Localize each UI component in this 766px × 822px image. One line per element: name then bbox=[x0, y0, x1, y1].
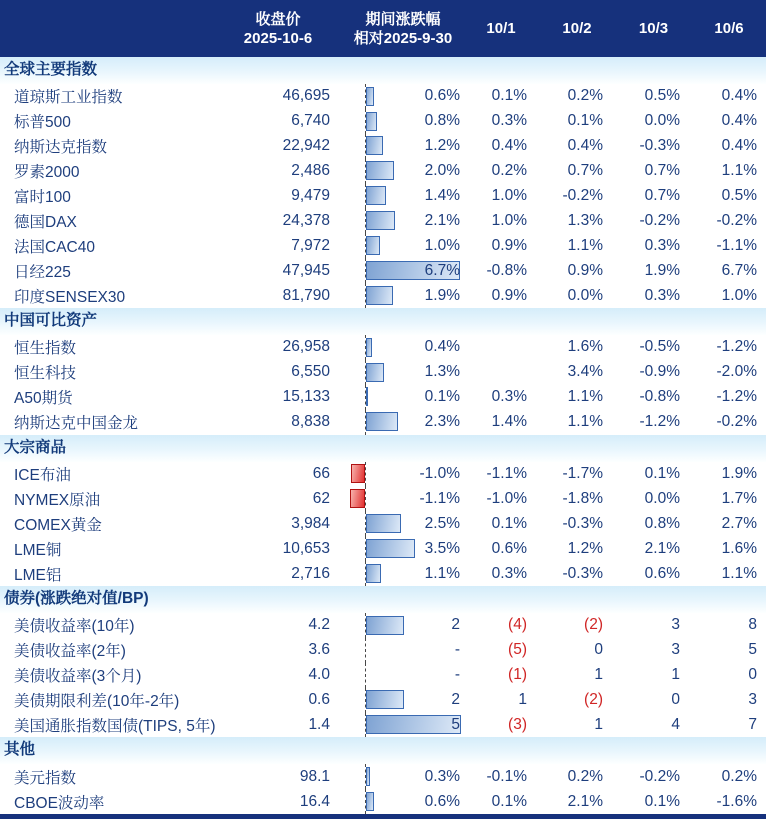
daily-change-value: 0.9% bbox=[491, 236, 527, 254]
daily-change-value: 2.7% bbox=[721, 514, 757, 532]
table-row bbox=[0, 486, 766, 511]
period-change-chart-cell bbox=[343, 109, 463, 134]
daily-change-value: 0.3% bbox=[491, 112, 527, 130]
daily-change-value: -1.1% bbox=[716, 236, 757, 254]
table-body bbox=[0, 57, 766, 814]
daily-change-value: -0.2% bbox=[639, 211, 680, 229]
daily-change-value: 0.6% bbox=[644, 564, 680, 582]
daily-change-value: 0 bbox=[671, 691, 680, 709]
change-bar bbox=[366, 286, 393, 305]
period-change-label: 2.3% bbox=[424, 413, 460, 431]
daily-change-value: 0.3% bbox=[644, 286, 680, 304]
close-price-value: 0.6 bbox=[308, 691, 330, 709]
daily-change-value: 8 bbox=[748, 616, 757, 634]
period-change-chart-cell bbox=[343, 789, 463, 814]
table-row bbox=[0, 688, 766, 713]
zero-baseline bbox=[365, 462, 366, 487]
asset-name: 德国DAX bbox=[14, 213, 77, 231]
period-change-label: - bbox=[454, 666, 460, 684]
close-price-value: 15,133 bbox=[282, 388, 330, 406]
daily-change-value: (5) bbox=[508, 641, 527, 659]
close-price-value: 1.4 bbox=[308, 716, 330, 734]
change-bar bbox=[350, 489, 365, 508]
change-bar bbox=[366, 338, 372, 357]
asset-name: LME铝 bbox=[14, 566, 62, 584]
daily-change-value: -0.3% bbox=[639, 137, 680, 155]
daily-change-value: 0.5% bbox=[721, 187, 757, 204]
asset-name: LME铜 bbox=[14, 541, 62, 559]
period-change-label: 1.1% bbox=[424, 564, 460, 582]
daily-change-value: 1.9% bbox=[644, 261, 680, 279]
period-change-label: 1.9% bbox=[424, 286, 460, 304]
table-row bbox=[0, 360, 766, 385]
daily-change-value: -1.2% bbox=[716, 338, 757, 356]
asset-name: 日经225 bbox=[14, 263, 71, 281]
daily-change-value: 0.3% bbox=[491, 564, 527, 582]
period-change-label: 2 bbox=[451, 616, 460, 634]
daily-change-value: (4) bbox=[508, 616, 527, 634]
close-price-value: 9,479 bbox=[291, 187, 330, 204]
period-change-chart-cell bbox=[343, 410, 463, 435]
daily-change-value: 1 bbox=[594, 666, 603, 684]
change-bar bbox=[366, 161, 394, 180]
bottom-divider-bar bbox=[0, 814, 766, 819]
period-change-header-line2: 相对2025-9-30 bbox=[353, 29, 453, 47]
daily-change-value: 1.1% bbox=[721, 564, 757, 582]
close-price-value: 7,972 bbox=[291, 236, 330, 254]
column-header-period-change bbox=[343, 0, 463, 57]
asset-name: 富时100 bbox=[14, 189, 71, 206]
daily-change-value: 0.4% bbox=[721, 112, 757, 130]
daily-change-value: 1.9% bbox=[721, 465, 757, 483]
table-row bbox=[0, 764, 766, 789]
period-change-chart-cell bbox=[343, 385, 463, 410]
close-price-value: 2,486 bbox=[291, 162, 330, 180]
daily-change-value: -0.8% bbox=[639, 388, 680, 406]
daily-change-value: 2.1% bbox=[567, 792, 603, 810]
table-row bbox=[0, 258, 766, 283]
asset-name: 罗素2000 bbox=[14, 164, 80, 182]
change-bar bbox=[366, 87, 374, 106]
daily-change-value: 1.0% bbox=[491, 211, 527, 229]
daily-change-value: 0.1% bbox=[644, 792, 680, 810]
column-header-date-1: 10/1 bbox=[486, 20, 516, 37]
close-price-header-line1: 收盘价 bbox=[255, 10, 301, 28]
daily-change-value: 3 bbox=[748, 691, 757, 709]
change-bar bbox=[366, 690, 404, 709]
period-change-chart-cell bbox=[343, 536, 463, 561]
daily-change-value: -0.1% bbox=[486, 767, 527, 785]
daily-change-value: -0.2% bbox=[716, 413, 757, 431]
daily-change-value: 1.6% bbox=[721, 539, 757, 557]
section-header: 其他 bbox=[0, 737, 766, 764]
period-change-header-line1: 期间涨跌幅 bbox=[365, 10, 441, 28]
close-price-value: 10,653 bbox=[282, 539, 330, 557]
change-bar bbox=[366, 387, 368, 406]
daily-change-value: 1 bbox=[671, 666, 680, 684]
daily-change-value: 7 bbox=[748, 716, 757, 734]
asset-name: 美债收益率(2年) bbox=[14, 643, 126, 661]
period-change-label: 1.4% bbox=[424, 187, 460, 204]
close-price-value: 46,695 bbox=[282, 87, 330, 105]
daily-change-value: 1.3% bbox=[567, 211, 603, 229]
change-bar bbox=[366, 186, 386, 205]
daily-change-value: 2.1% bbox=[644, 539, 680, 557]
table-row bbox=[0, 208, 766, 233]
period-change-chart-cell bbox=[343, 360, 463, 385]
table-row bbox=[0, 385, 766, 410]
asset-name: 纳斯达克指数 bbox=[14, 139, 108, 157]
period-change-label: 6.7% bbox=[424, 261, 460, 279]
asset-name: 美元指数 bbox=[14, 769, 77, 787]
asset-name: CBOE波动率 bbox=[14, 794, 105, 812]
daily-change-value: -0.2% bbox=[639, 767, 680, 785]
period-change-chart-cell bbox=[343, 511, 463, 536]
daily-change-value: 1 bbox=[518, 691, 527, 709]
daily-change-value: 0.7% bbox=[567, 162, 603, 180]
change-bar bbox=[366, 112, 377, 131]
daily-change-value: 0.4% bbox=[567, 137, 603, 155]
daily-change-value: 3.4% bbox=[567, 363, 603, 381]
daily-change-value bbox=[463, 360, 539, 385]
change-bar bbox=[366, 539, 415, 558]
period-change-chart-cell bbox=[343, 613, 463, 638]
change-bar bbox=[366, 616, 404, 635]
change-bar bbox=[366, 792, 374, 811]
period-change-label: 5 bbox=[451, 716, 460, 734]
daily-change-value: 1 bbox=[594, 716, 603, 734]
daily-change-value: -2.0% bbox=[716, 363, 757, 381]
section-header: 大宗商品 bbox=[0, 435, 766, 462]
asset-name: 法国CAC40 bbox=[14, 238, 95, 256]
close-price-value: 3,984 bbox=[291, 514, 330, 532]
period-change-chart-cell bbox=[343, 713, 463, 738]
asset-name: 印度SENSEX30 bbox=[14, 288, 126, 306]
change-bar bbox=[351, 464, 365, 483]
daily-change-value: 0.7% bbox=[644, 187, 680, 204]
table-row bbox=[0, 511, 766, 536]
close-price-value: 98.1 bbox=[299, 767, 330, 785]
change-bar bbox=[366, 236, 380, 255]
daily-change-value: 0.6% bbox=[491, 539, 527, 557]
daily-change-value: 0.0% bbox=[644, 112, 680, 130]
daily-change-value: (2) bbox=[584, 691, 603, 709]
asset-name: 标普500 bbox=[14, 114, 71, 132]
period-change-label: 1.2% bbox=[424, 137, 460, 155]
table-row bbox=[0, 134, 766, 159]
period-change-label: - bbox=[454, 641, 460, 659]
close-price-value: 47,945 bbox=[282, 261, 330, 279]
close-price-value: 6,550 bbox=[291, 363, 330, 381]
daily-change-value: -0.9% bbox=[639, 363, 680, 381]
table-row bbox=[0, 159, 766, 184]
zero-baseline bbox=[365, 486, 366, 511]
period-change-label: 0.6% bbox=[424, 87, 460, 105]
close-price-value: 81,790 bbox=[282, 286, 330, 304]
daily-change-value: -0.8% bbox=[486, 261, 527, 279]
table-row bbox=[0, 184, 766, 209]
asset-name: NYMEX原油 bbox=[14, 491, 101, 509]
section-header: 全球主要指数 bbox=[0, 57, 766, 84]
period-change-label: 3.5% bbox=[424, 539, 460, 557]
period-change-chart-cell bbox=[343, 134, 463, 159]
column-header-close-price bbox=[226, 0, 343, 57]
close-price-value: 2,716 bbox=[291, 564, 330, 582]
daily-change-value: 0.5% bbox=[644, 87, 680, 105]
period-change-label: 0.1% bbox=[424, 388, 460, 406]
period-change-chart-cell bbox=[343, 486, 463, 511]
close-price-value: 66 bbox=[312, 465, 330, 483]
period-change-chart-cell bbox=[343, 638, 463, 663]
period-change-chart-cell bbox=[343, 663, 463, 688]
table-row bbox=[0, 233, 766, 258]
daily-change-value: 1.4% bbox=[491, 413, 527, 431]
close-price-value: 24,378 bbox=[282, 211, 330, 229]
asset-name: 美债收益率(3个月) bbox=[14, 668, 142, 686]
asset-name: 恒生指数 bbox=[14, 340, 77, 358]
asset-name: 道琼斯工业指数 bbox=[14, 89, 123, 107]
period-change-chart-cell bbox=[343, 159, 463, 184]
table-row bbox=[0, 713, 766, 738]
column-header-date-3: 10/3 bbox=[638, 20, 669, 37]
close-price-value: 62 bbox=[312, 489, 330, 507]
daily-change-value: -1.1% bbox=[486, 465, 527, 483]
daily-change-value: -0.3% bbox=[562, 514, 603, 532]
table-row bbox=[0, 789, 766, 814]
daily-change-value: 1.0% bbox=[491, 187, 527, 204]
table-header bbox=[0, 0, 766, 57]
daily-change-value: 0.2% bbox=[567, 767, 603, 785]
daily-change-value: 3 bbox=[671, 641, 680, 659]
close-price-value: 4.2 bbox=[308, 616, 330, 634]
close-price-header-line2: 2025-10-6 bbox=[243, 29, 313, 47]
table-row bbox=[0, 613, 766, 638]
asset-name: A50期货 bbox=[14, 390, 73, 408]
zero-baseline bbox=[365, 638, 366, 663]
change-bar bbox=[366, 412, 398, 431]
change-bar bbox=[366, 363, 384, 382]
change-bar bbox=[366, 211, 395, 230]
daily-change-value: -1.8% bbox=[562, 489, 603, 507]
daily-change-value: 0.2% bbox=[567, 87, 603, 105]
daily-change-value: 0.8% bbox=[644, 514, 680, 532]
asset-name: 美债期限利差(10年-2年) bbox=[14, 693, 180, 711]
daily-change-value: 0.4% bbox=[491, 137, 527, 155]
table-row bbox=[0, 462, 766, 487]
period-change-label: 1.3% bbox=[424, 363, 460, 381]
table-row bbox=[0, 638, 766, 663]
daily-change-value: 1.1% bbox=[567, 413, 603, 431]
daily-change-value: 0.1% bbox=[491, 87, 527, 105]
daily-change-value: -1.2% bbox=[639, 413, 680, 431]
daily-change-value: 0.4% bbox=[721, 87, 757, 105]
section-header: 债券(涨跌绝对值/BP) bbox=[0, 586, 766, 613]
change-bar bbox=[366, 767, 370, 786]
table-row bbox=[0, 84, 766, 109]
period-change-label: 2.5% bbox=[424, 514, 460, 532]
daily-change-value: 0.2% bbox=[491, 162, 527, 180]
table-row bbox=[0, 283, 766, 308]
table-row bbox=[0, 663, 766, 688]
period-change-chart-cell bbox=[343, 208, 463, 233]
asset-name: 美国通胀指数国债(TIPS, 5年) bbox=[14, 718, 216, 736]
daily-change-value: -1.0% bbox=[486, 489, 527, 507]
period-change-label: 1.0% bbox=[424, 236, 460, 254]
daily-change-value: 0.2% bbox=[721, 767, 757, 785]
asset-name: ICE布油 bbox=[14, 467, 71, 485]
period-change-chart-cell bbox=[343, 84, 463, 109]
daily-change-value: 0.1% bbox=[491, 514, 527, 532]
daily-change-value: 4 bbox=[671, 716, 680, 734]
daily-change-value: 1.2% bbox=[567, 539, 603, 557]
period-change-label: -1.1% bbox=[419, 489, 460, 507]
daily-change-value: 0.3% bbox=[644, 236, 680, 254]
change-bar bbox=[366, 136, 383, 155]
period-change-label: -1.0% bbox=[419, 465, 460, 483]
daily-change-value: -0.2% bbox=[562, 187, 603, 204]
daily-change-value: 0.1% bbox=[567, 112, 603, 130]
daily-change-value: (2) bbox=[584, 616, 603, 634]
period-change-label: 2 bbox=[451, 691, 460, 709]
daily-change-value: 0.9% bbox=[491, 286, 527, 304]
period-change-chart-cell bbox=[343, 764, 463, 789]
change-bar bbox=[366, 715, 461, 734]
column-header-name-blank bbox=[0, 0, 226, 57]
column-header-date-4: 10/6 bbox=[714, 20, 744, 37]
period-change-label: 0.8% bbox=[424, 112, 460, 130]
daily-change-value: 0.9% bbox=[567, 261, 603, 279]
close-price-value: 22,942 bbox=[282, 137, 330, 155]
daily-change-value: 1.6% bbox=[567, 338, 603, 356]
close-price-value: 26,958 bbox=[282, 338, 330, 356]
daily-change-value: -0.5% bbox=[639, 338, 680, 356]
period-change-label: 2.1% bbox=[424, 211, 460, 229]
section-header: 中国可比资产 bbox=[0, 308, 766, 335]
daily-change-value: -1.2% bbox=[716, 388, 757, 406]
daily-change-value: 5 bbox=[748, 641, 757, 659]
table-row bbox=[0, 561, 766, 586]
close-price-value: 8,838 bbox=[291, 413, 330, 431]
daily-change-value: 0 bbox=[748, 666, 757, 684]
daily-change-value: 1.1% bbox=[567, 236, 603, 254]
table-row bbox=[0, 410, 766, 435]
period-change-chart-cell bbox=[343, 233, 463, 258]
daily-change-value: 0.1% bbox=[491, 792, 527, 810]
asset-name: 恒生科技 bbox=[14, 365, 77, 383]
period-change-label: 0.6% bbox=[424, 792, 460, 810]
daily-change-value: (3) bbox=[508, 716, 527, 734]
daily-change-value: 1.7% bbox=[721, 489, 757, 507]
period-change-chart-cell bbox=[343, 184, 463, 209]
period-change-label: 2.0% bbox=[424, 162, 460, 180]
period-change-label: 0.4% bbox=[424, 338, 460, 356]
close-price-value: 6,740 bbox=[291, 112, 330, 130]
close-price-value: 3.6 bbox=[308, 641, 330, 659]
change-bar bbox=[366, 564, 381, 583]
daily-change-value: 1.1% bbox=[567, 388, 603, 406]
asset-name: COMEX黄金 bbox=[14, 516, 102, 534]
column-header-date-2: 10/2 bbox=[562, 20, 592, 37]
zero-baseline bbox=[365, 663, 366, 688]
period-change-chart-cell bbox=[343, 462, 463, 487]
close-price-value: 16.4 bbox=[299, 792, 330, 810]
daily-change-value: 1.0% bbox=[721, 286, 757, 304]
daily-change-value: 0 bbox=[594, 641, 603, 659]
asset-name: 美债收益率(10年) bbox=[14, 618, 135, 636]
daily-change-value: -0.2% bbox=[716, 211, 757, 229]
table-row bbox=[0, 109, 766, 134]
daily-change-value: 6.7% bbox=[721, 261, 757, 279]
period-change-chart-cell bbox=[343, 335, 463, 360]
period-change-label: 0.3% bbox=[424, 767, 460, 785]
table-row bbox=[0, 536, 766, 561]
asset-name: 纳斯达克中国金龙 bbox=[14, 415, 139, 433]
period-change-chart-cell bbox=[343, 258, 463, 283]
period-change-chart-cell bbox=[343, 561, 463, 586]
daily-change-value: 0.4% bbox=[721, 137, 757, 155]
close-price-value: 4.0 bbox=[308, 666, 330, 684]
daily-change-value: 0.7% bbox=[644, 162, 680, 180]
daily-change-value: 0.3% bbox=[491, 388, 527, 406]
table-row bbox=[0, 335, 766, 360]
period-change-chart-cell bbox=[343, 688, 463, 713]
daily-change-value: -0.3% bbox=[562, 564, 603, 582]
daily-change-value: (1) bbox=[508, 666, 527, 684]
daily-change-value: 0.0% bbox=[644, 489, 680, 507]
daily-change-value: 0.1% bbox=[644, 465, 680, 483]
change-bar bbox=[366, 514, 401, 533]
daily-change-value: -1.6% bbox=[716, 792, 757, 810]
daily-change-value: 3 bbox=[671, 616, 680, 634]
daily-change-value: -1.7% bbox=[562, 465, 603, 483]
daily-change-value: 1.1% bbox=[721, 162, 757, 180]
period-change-chart-cell bbox=[343, 283, 463, 308]
daily-change-value bbox=[463, 335, 539, 360]
daily-change-value: 0.0% bbox=[567, 286, 603, 304]
